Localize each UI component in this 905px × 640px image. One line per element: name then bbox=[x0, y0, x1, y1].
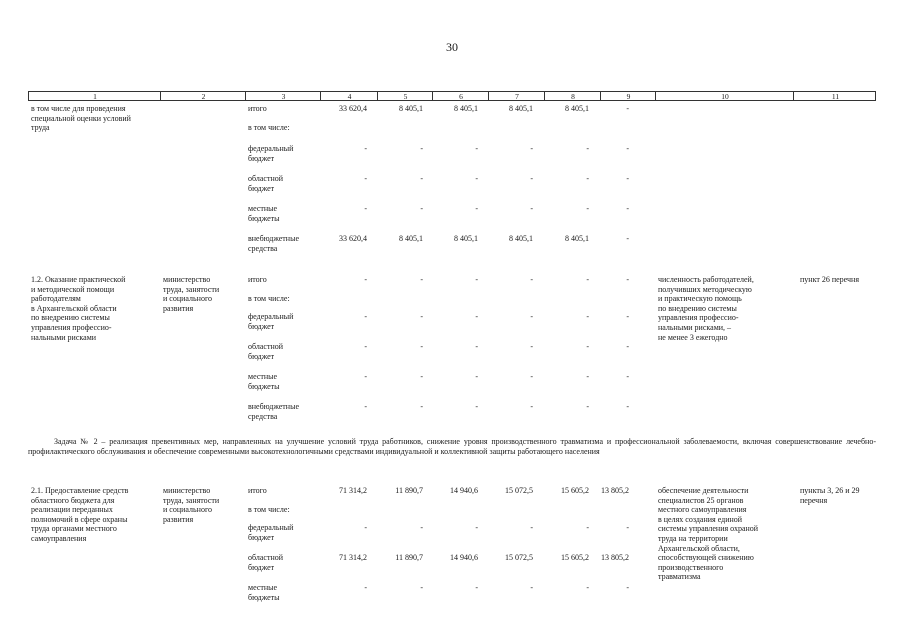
funding-value: - bbox=[586, 372, 589, 381]
funding-value: - bbox=[364, 144, 367, 153]
funding-value: - bbox=[420, 342, 423, 351]
funding-value: - bbox=[626, 342, 629, 351]
funding-value: - bbox=[626, 174, 629, 183]
funding-source-label: бюджет bbox=[248, 562, 275, 572]
funding-value: - bbox=[364, 342, 367, 351]
funding-value: 71 314,2 bbox=[339, 486, 367, 495]
event-name-line: 2.1. Предоставление средств bbox=[31, 486, 129, 495]
event-name-line: в Архангельской области bbox=[31, 303, 117, 313]
funding-source-label: бюджет bbox=[248, 532, 275, 542]
funding-value: - bbox=[626, 275, 629, 284]
funding-value: - bbox=[420, 583, 423, 592]
funding-value: 8 405,1 bbox=[399, 104, 423, 113]
funding-value: - bbox=[475, 174, 478, 183]
funding-value: 15 605,2 bbox=[561, 553, 589, 562]
executor-line: развития bbox=[163, 303, 194, 313]
funding-value: - bbox=[364, 204, 367, 213]
funding-value: - bbox=[475, 204, 478, 213]
indicator-line: по внедрению системы bbox=[658, 303, 737, 313]
funding-value: - bbox=[530, 372, 533, 381]
funding-value: 13 805,2 bbox=[601, 553, 629, 562]
indicator-line: способствующей снижению bbox=[658, 553, 754, 563]
executor-line: развития bbox=[163, 514, 194, 524]
funding-value: 8 405,1 bbox=[454, 104, 478, 113]
indicator-line: труда на территории bbox=[658, 534, 728, 543]
header-column-number: 5 bbox=[403, 92, 408, 101]
funding-source-label: итого bbox=[248, 275, 267, 284]
indicator-line: обеспечение деятельности bbox=[658, 486, 749, 495]
funding-value: - bbox=[475, 275, 478, 284]
funding-value: - bbox=[364, 402, 367, 411]
funding-source-label: федеральный bbox=[248, 523, 294, 532]
funding-value: 71 314,2 bbox=[339, 553, 367, 562]
page-number: 30 bbox=[446, 40, 458, 54]
executor-line: труда, занятости bbox=[163, 284, 220, 294]
funding-value: 15 605,2 bbox=[561, 486, 589, 495]
event-name-line: 1.2. Оказание практической bbox=[31, 275, 126, 284]
reference-line: перечня bbox=[800, 495, 828, 505]
funding-value: 13 805,2 bbox=[601, 486, 629, 495]
funding-value: - bbox=[420, 402, 423, 411]
funding-value: - bbox=[420, 523, 423, 532]
funding-value: - bbox=[586, 275, 589, 284]
funding-value: - bbox=[475, 144, 478, 153]
funding-source-label: внебюджетные bbox=[248, 402, 299, 411]
event-name-line: управления профессио- bbox=[31, 323, 112, 332]
funding-value: 33 620,4 bbox=[339, 104, 367, 113]
funding-value: 8 405,1 bbox=[565, 104, 589, 113]
funding-value: - bbox=[586, 144, 589, 153]
reference-line: пункты 3, 26 и 29 bbox=[800, 486, 860, 495]
funding-value: - bbox=[530, 402, 533, 411]
indicator-line: численность работодателей, bbox=[658, 275, 754, 284]
funding-value: 8 405,1 bbox=[565, 234, 589, 243]
funding-source-label: областной bbox=[248, 553, 284, 562]
indicator-line: нальными рисками, – bbox=[658, 323, 732, 332]
event-name-line: в том числе для проведения bbox=[31, 104, 126, 113]
funding-source-label: бюджеты bbox=[248, 213, 280, 223]
funding-value: - bbox=[530, 204, 533, 213]
funding-source-label: итого bbox=[248, 486, 267, 495]
funding-value: - bbox=[420, 144, 423, 153]
funding-value: - bbox=[475, 312, 478, 321]
funding-value: - bbox=[475, 342, 478, 351]
funding-value: 14 940,6 bbox=[450, 553, 478, 562]
funding-value: - bbox=[626, 104, 629, 113]
funding-value: 8 405,1 bbox=[454, 234, 478, 243]
executor-line: министерство bbox=[163, 275, 211, 284]
funding-value: - bbox=[530, 583, 533, 592]
header-column-number: 3 bbox=[281, 92, 286, 101]
funding-value: - bbox=[626, 402, 629, 411]
funding-value: - bbox=[530, 523, 533, 532]
funding-value: - bbox=[364, 174, 367, 183]
funding-value: - bbox=[586, 583, 589, 592]
funding-value: 15 072,5 bbox=[505, 553, 533, 562]
funding-value: - bbox=[364, 583, 367, 592]
funding-value: - bbox=[364, 372, 367, 381]
funding-value: - bbox=[530, 275, 533, 284]
funding-value: - bbox=[530, 144, 533, 153]
event-name-line: труда bbox=[31, 123, 50, 133]
funding-source-label: федеральный bbox=[248, 144, 294, 153]
executor-line: и социального bbox=[163, 294, 213, 304]
funding-source-label: бюджет bbox=[248, 321, 275, 331]
funding-source-label: средства bbox=[248, 243, 278, 253]
funding-value: 8 405,1 bbox=[399, 234, 423, 243]
column-number-header-row bbox=[28, 91, 876, 101]
header-column-number: 10 bbox=[721, 92, 729, 101]
funding-value: - bbox=[364, 523, 367, 532]
event-name-line: областного бюджета для bbox=[31, 495, 115, 505]
funding-value: - bbox=[626, 372, 629, 381]
funding-value: 11 890,7 bbox=[395, 553, 423, 562]
indicator-line: в целях создания единой bbox=[658, 514, 743, 524]
header-column-number: 2 bbox=[201, 92, 206, 101]
event-name-line: самоуправления bbox=[31, 534, 87, 543]
funding-value: - bbox=[420, 312, 423, 321]
funding-value: - bbox=[475, 402, 478, 411]
funding-value: - bbox=[364, 312, 367, 321]
funding-source-label: средства bbox=[248, 411, 278, 421]
funding-value: - bbox=[475, 372, 478, 381]
funding-value: - bbox=[586, 342, 589, 351]
event-name-line: полномочий в сфере охраны bbox=[31, 514, 128, 524]
reference-line: пункт 26 перечня bbox=[800, 275, 860, 284]
funding-source-label: бюджет bbox=[248, 183, 275, 193]
funding-value: - bbox=[364, 275, 367, 284]
funding-source-label: в том числе: bbox=[248, 505, 290, 514]
indicator-line: не менее 3 ежегодно bbox=[658, 332, 728, 342]
funding-source-label: областной bbox=[248, 342, 284, 351]
funding-source-label: областной bbox=[248, 174, 284, 183]
funding-value: - bbox=[626, 234, 629, 243]
funding-source-label: в том числе: bbox=[248, 294, 290, 303]
funding-source-label: федеральный bbox=[248, 312, 294, 321]
funding-source-label: бюджеты bbox=[248, 592, 280, 602]
funding-value: 11 890,7 bbox=[395, 486, 423, 495]
indicator-line: получивших методическую bbox=[658, 284, 752, 294]
header-column-number: 11 bbox=[831, 92, 840, 101]
funding-value: - bbox=[586, 402, 589, 411]
funding-value: - bbox=[530, 174, 533, 183]
funding-source-label: бюджеты bbox=[248, 381, 280, 391]
indicator-line: Архангельской области, bbox=[658, 543, 740, 553]
funding-source-label: местные bbox=[248, 372, 278, 381]
funding-source-label: внебюджетные bbox=[248, 234, 299, 243]
funding-source-label: местные bbox=[248, 204, 278, 213]
event-name-line: работодателям bbox=[31, 294, 81, 304]
indicator-line: управления профессио- bbox=[658, 313, 739, 323]
indicator-line: местного самоуправления bbox=[658, 505, 747, 515]
event-name-line: труда органами местного bbox=[31, 524, 117, 534]
funding-value: - bbox=[586, 312, 589, 321]
funding-source-label: итого bbox=[248, 104, 267, 113]
funding-value: - bbox=[626, 204, 629, 213]
funding-value: 14 940,6 bbox=[450, 486, 478, 495]
event-name-line: по внедрению системы bbox=[31, 313, 110, 323]
funding-value: - bbox=[475, 583, 478, 592]
funding-value: - bbox=[586, 204, 589, 213]
funding-source-label: бюджет bbox=[248, 153, 275, 163]
header-column-number: 8 bbox=[571, 92, 575, 101]
executor-line: труда, занятости bbox=[163, 495, 220, 505]
funding-value: - bbox=[626, 144, 629, 153]
funding-value: - bbox=[530, 342, 533, 351]
funding-value: - bbox=[530, 312, 533, 321]
indicator-line: производственного bbox=[658, 562, 724, 572]
indicator-line: травматизма bbox=[658, 572, 701, 582]
funding-value: 8 405,1 bbox=[509, 234, 533, 243]
funding-value: 15 072,5 bbox=[505, 486, 533, 495]
funding-source-label: в том числе: bbox=[248, 123, 290, 132]
funding-value: - bbox=[626, 583, 629, 592]
funding-value: - bbox=[475, 523, 478, 532]
header-column-number: 4 bbox=[347, 92, 352, 101]
funding-value: - bbox=[586, 523, 589, 532]
header-column-number: 1 bbox=[93, 92, 97, 101]
event-name-line: реализации переданных bbox=[31, 505, 113, 515]
funding-source-label: бюджет bbox=[248, 351, 275, 361]
funding-value: - bbox=[586, 174, 589, 183]
funding-value: 33 620,4 bbox=[339, 234, 367, 243]
event-name-line: нальными рисками bbox=[31, 332, 97, 342]
funding-value: - bbox=[420, 275, 423, 284]
event-name-line: специальной оценки условий bbox=[31, 113, 131, 123]
header-column-number: 9 bbox=[626, 92, 631, 101]
header-column-number: 7 bbox=[515, 92, 519, 101]
funding-source-label: местные bbox=[248, 583, 278, 592]
funding-value: 8 405,1 bbox=[509, 104, 533, 113]
header-column-number: 6 bbox=[459, 92, 463, 101]
task-2-paragraph: Задача № 2 – реализация превентивных мер, направленных на улучшение условий труда работников, снижение уровня производственного травматизма и профессиональной заболеваемости, включая совершенствование лечебно-профилактического обслуживания и обеспечение современными высокотехнологичными средствами индивидуальной и коллективной защиты работающего населения bbox=[28, 437, 876, 457]
event-name-line: и методической помощи bbox=[31, 284, 115, 294]
executor-line: министерство bbox=[163, 486, 211, 495]
funding-value: - bbox=[626, 523, 629, 532]
funding-value: - bbox=[626, 312, 629, 321]
indicator-line: системы управления охраной bbox=[658, 524, 759, 534]
funding-value: - bbox=[420, 174, 423, 183]
executor-line: и социального bbox=[163, 505, 213, 515]
indicator-line: и практическую помощь bbox=[658, 294, 742, 304]
indicator-line: специалистов 25 органов bbox=[658, 495, 744, 505]
funding-value: - bbox=[420, 204, 423, 213]
funding-value: - bbox=[420, 372, 423, 381]
